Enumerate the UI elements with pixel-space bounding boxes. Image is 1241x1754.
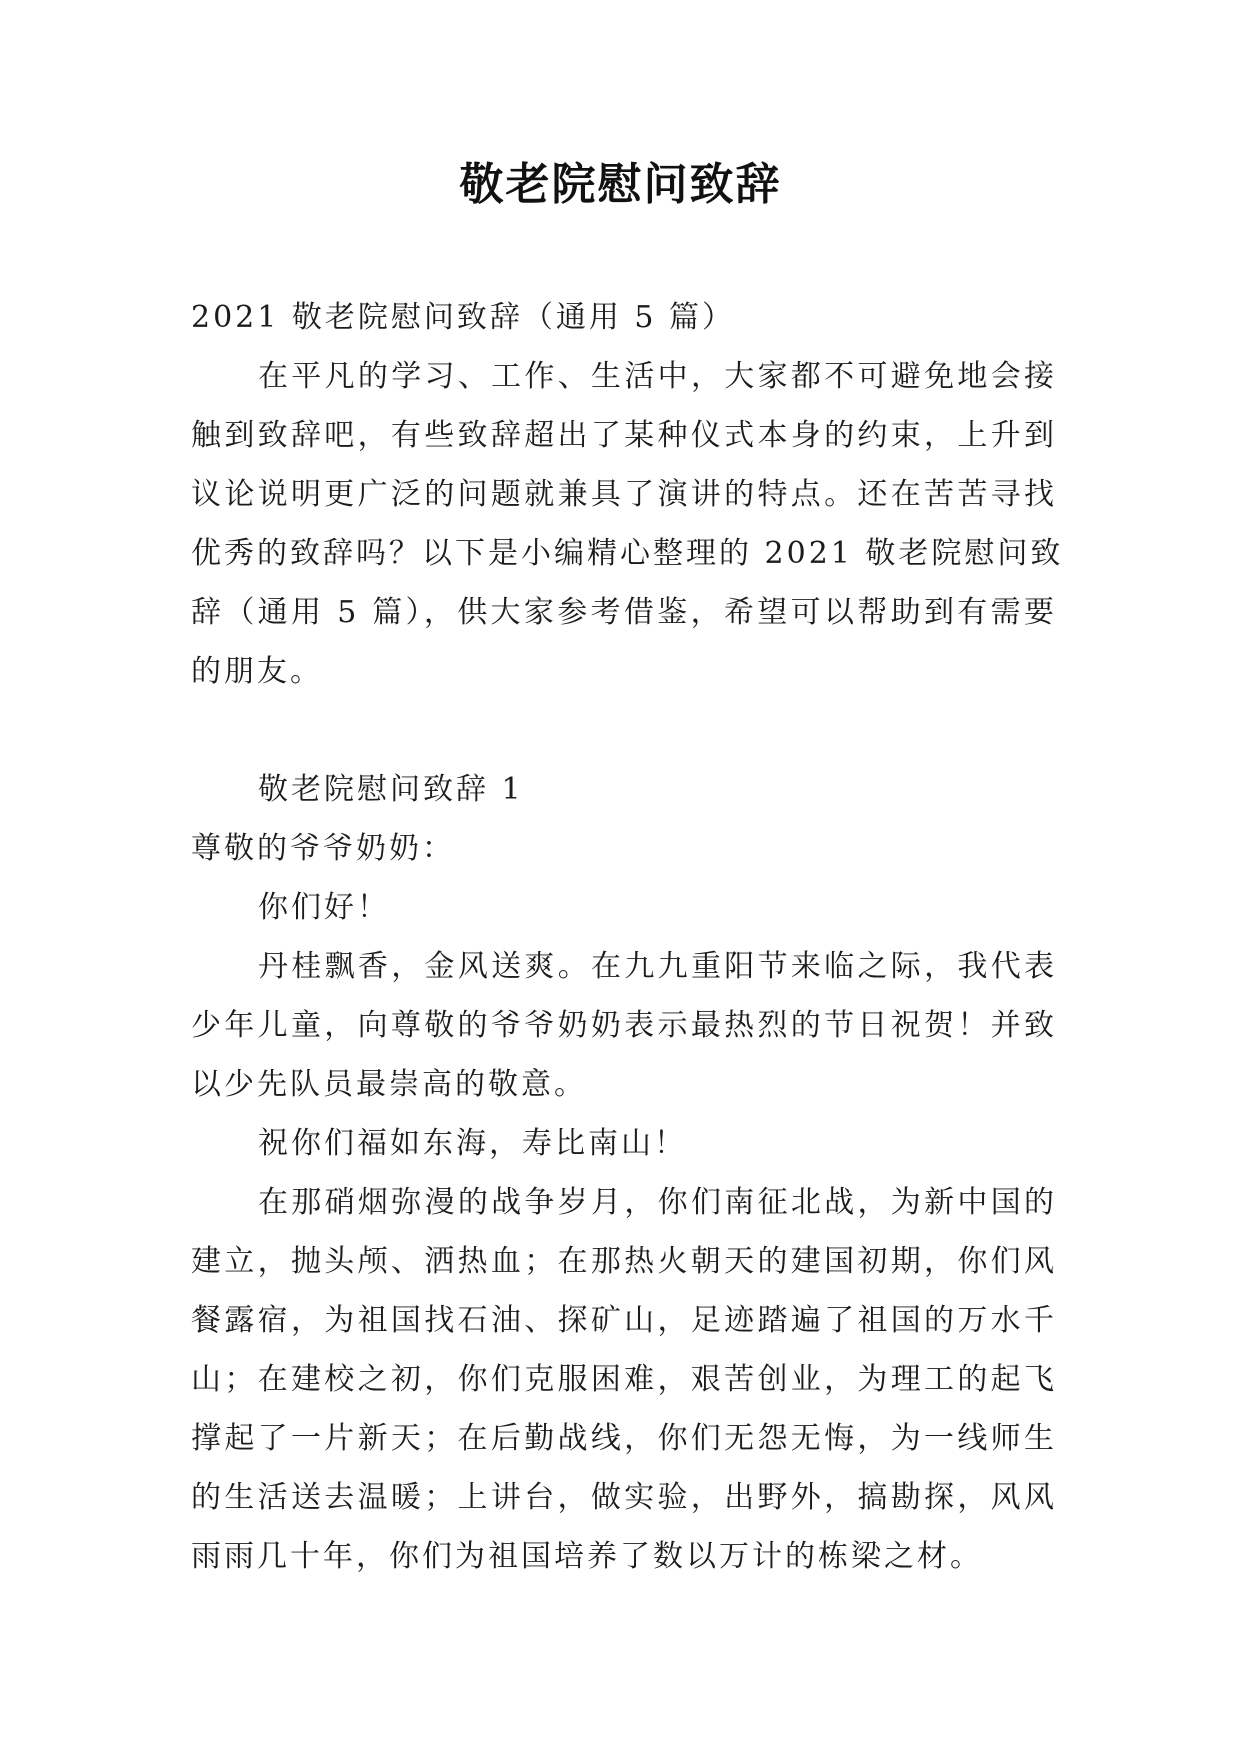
paragraph-line: 在那硝烟弥漫的战争岁月，你们南征北战，为新中国的 — [258, 1185, 1057, 1220]
section-heading: 敬老院慰问致辞 1 — [258, 772, 524, 807]
paragraph-line: 触到致辞吧，有些致辞超出了某种仪式本身的约束，上升到 — [191, 418, 1057, 453]
paragraph-line: 的朋友。 — [191, 654, 323, 689]
paragraph-line: 建立，抛头颅、洒热血；在那热火朝天的建国初期，你们风 — [191, 1244, 1057, 1279]
speech-paragraph — [191, 1173, 1057, 1586]
intro-paragraph — [191, 347, 1064, 701]
speech-paragraph — [191, 1114, 1057, 1173]
paragraph-line: 餐露宿，为祖国找石油、探矿山，足迹踏遍了祖国的万水千 — [191, 1303, 1057, 1338]
paragraph-line: 山；在建校之初，你们克服困难，艰苦创业，为理工的起飞 — [191, 1362, 1057, 1397]
document-subtitle: 2021 敬老院慰问致辞（通用 5 篇） — [191, 300, 736, 335]
paragraph-line: 少年儿童，向尊敬的爷爷奶奶表示最热烈的节日祝贺！并致 — [191, 1008, 1057, 1043]
paragraph-line: 辞（通用 5 篇），供大家参考借鉴，希望可以帮助到有需要 — [191, 595, 1057, 630]
speech-paragraph — [191, 937, 1057, 1114]
paragraph-line: 撑起了一片新天；在后勤战线，你们无怨无悔，为一线师生 — [191, 1421, 1057, 1456]
paragraph-line: 雨雨几十年，你们为祖国培养了数以万计的栋梁之材。 — [191, 1539, 983, 1574]
paragraph-line: 丹桂飘香，金风送爽。在九九重阳节来临之际，我代表 — [258, 949, 1057, 984]
paragraph-line: 优秀的致辞吗？以下是小编精心整理的 2021 敬老院慰问致 — [191, 536, 1064, 571]
document-title: 敬老院慰问致辞 — [459, 159, 782, 210]
salutation: 尊敬的爷爷奶奶： — [191, 831, 455, 866]
document-body — [191, 288, 1064, 1586]
paragraph-line: 祝你们福如东海，寿比南山！ — [258, 1126, 687, 1161]
paragraph-line: 议论说明更广泛的问题就兼具了演讲的特点。还在苦苦寻找 — [191, 477, 1057, 512]
greeting: 你们好！ — [258, 890, 390, 925]
paragraph-line: 以少先队员最崇高的敬意。 — [191, 1067, 587, 1102]
blank-line — [191, 701, 1057, 760]
paragraph-line: 的生活送去温暖；上讲台，做实验，出野外，搞勘探，风风 — [191, 1480, 1057, 1515]
paragraph-line: 在平凡的学习、工作、生活中，大家都不可避免地会接 — [258, 359, 1057, 394]
